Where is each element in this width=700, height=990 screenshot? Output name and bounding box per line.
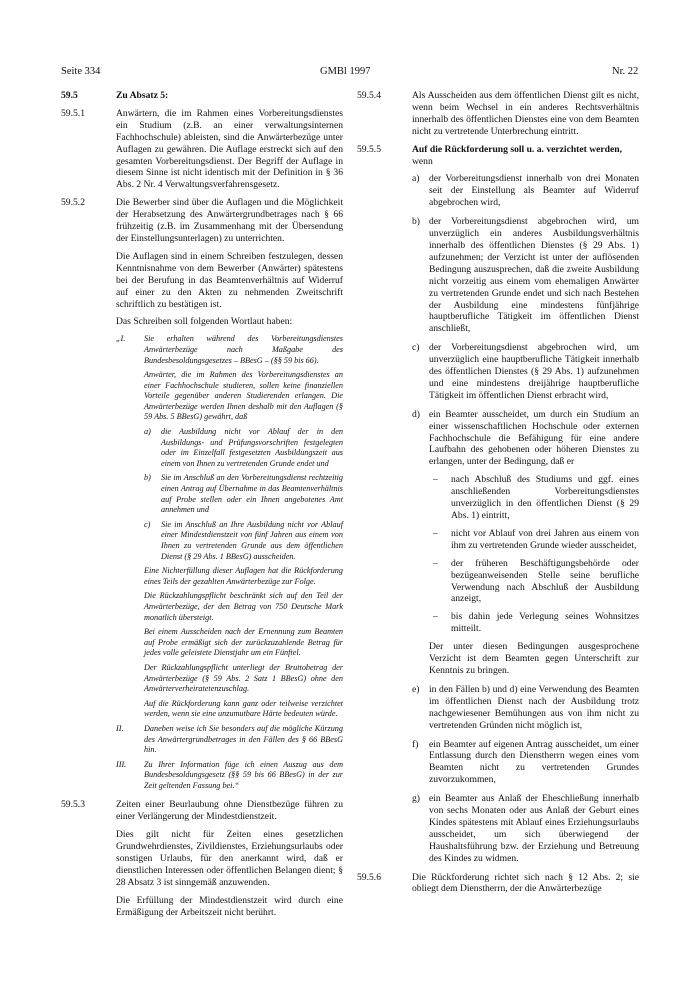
list-item [144,427,343,469]
item-text: nicht vor Ablauf von drei Jahren aus einem von ihm zu vertretenden Grunde wieder ausscheidet, [451,527,639,551]
template-item-iii [116,760,343,792]
paragraph: Als Ausscheiden aus dem öffentlichen Dienst gilt es nicht, wenn beim Wechsel in ein anderes Rechtsverhältnis innerhalb des öffentlichen Dienstes eine von dem Beamten nicht zu vertretende Unterbrechung eintritt. [412,90,639,137]
item-text: Zu Ihrer Information füge ich einen Auszug aus dem Bundesbesoldungsgesetz (§§ 59 bis 66 BBesG) in der zur Zeit geltenden Fassung bei.“ [144,759,343,790]
item-text: der früheren Beschäftigungsbehörde oder bezügeanweisenden Stelle seine berufliche Verwendung nach Abschluß der Ausbildung anzeigt, [451,557,639,605]
list-item [144,473,343,515]
item-label: e) [412,683,420,695]
template-item-ii [116,724,343,756]
paragraph: Zeiten einer Beurlaubung ohne Dienstbezüge führen zu einer Verlängerung der Mindestdienstzeit. [116,799,343,823]
section-number: 59.5.1 [61,107,85,119]
section-59-5-3 [61,799,343,918]
section-number: 59.5 [61,90,78,101]
section-59-5-5 [357,144,639,865]
dash-marker: – [433,557,438,569]
paragraph: Sie erhalten während des Vorbereitungsdienstes Anwärterbezüge nach Maßgabe des Bundesbesoldungsgesetzes – BBesG – (§§ 59 bis 66). [144,334,343,365]
page-number: Seite 334 [61,66,101,77]
list-item [144,520,343,562]
paragraph: Die Bewerber sind über die Auflagen und die Möglichkeit der Herabsetzung des Anwärtergrundbetrages nach § 66 frühzeitig (z.B. im Zusammenhang mit der Übersendung der Einstellungsunterlagen) zu unterrichten. [116,197,343,244]
item-text: der Vorbereitungsdienst abgebrochen wird, um unverzüglich ein anderes Ausbildungsverhältnis innerhalb des öffentlichen Dienstes (§ 29 Abs. 1) aufzunehmen; der Verzicht ist unter der auflösenden Bedingung auszusprechen, daß die zweite Ausbildung nicht vorzeitig aus einem vom ehemaligen Anwärter zu vertretenden Grunde endet und sich nach Bestehen der Ausbildung eine mindestens fünfjährige hauptberufliche Tätigkeit im öffentlichen Dienst anschließt, [429,216,639,335]
dash-marker: – [433,527,438,539]
dash-item [429,474,639,522]
item-text: ein Beamter auf eigenen Antrag ausscheidet, um einer Entlassung durch den Dienstherrn wegen eines vom Beamten nicht zu vertretenden Grundes zuvorzukommen, [429,738,639,786]
item-label: b) [144,473,151,483]
list-item-g [412,793,639,864]
item-text: ein Beamter ausscheidet, um durch ein Studium an einer wissenschaftlichen Hochschule oder externen Fachhochschule die Befähigung für eine andere Laufbahn des gehobenen oder höheren Dienstes zu erlangen, unter der Bedingung, daß er [429,408,639,468]
item-text: bis dahin jede Verlegung seines Wohnsitzes mitteilt. [451,611,639,635]
list-item-b [412,216,639,335]
paragraph: Die Auflagen sind in einem Schreiben festzulegen, dessen Kenntnisnahme von dem Bewerber (Anwärter) spätestens bei der Berufung in das Beamtenverhältnis auf Widerruf auf einer zu den Akten zu nehmenden Zweitschrift schriftlich zu bestätigen ist. [116,250,343,310]
section-intro [412,144,639,168]
issue-number: Nr. 22 [612,66,639,77]
paragraph: Die Erfüllung der Mindestdienstzeit wird durch eine Ermäßigung der Arbeitszeit nicht berührt. [116,894,343,918]
dash-marker: – [433,474,438,486]
item-text: ein Beamter aus Anlaß der Eheschließung innerhalb von sechs Monaten oder aus Anlaß der Geburt eines Kindes spätestens mit Ablauf eines Erziehungsurlaubs ausscheidet, um sich überwiegend der Haushaltsführung bzw. der Erziehung und Betreuung des Kindes zu widmen. [429,793,639,864]
paragraph: Auf die Rückforderung kann ganz oder teilweise verzichtet werden, wenn sie eine unzumutbare Härte bedeuten würde. [144,698,343,719]
section-number: 59.5.3 [61,799,85,811]
right-column [357,90,639,901]
letter-template [116,334,343,791]
section-59-5-2 [61,197,343,791]
section-title: Auf die Rückforderung soll u. a. verzichtet werden, [412,143,622,155]
item-label: II. [116,723,124,733]
section-number: 59.5.6 [357,871,381,883]
item-text: Daneben weise ich Sie besonders auf die mögliche Kürzung des Anwärtergrundbetrages in den Fällen des § 66 BBesG hin. [144,723,343,755]
paragraph: Bei einem Ausscheiden nach der Ernennung zum Beamten auf Probe ermäßigt sich der zurückzuzahlende Betrag für jedes volle geleistete Dienstjahr um ein Fünftel. [144,627,343,658]
journal-name: GMBl 1997 [320,66,371,77]
list-item-f [412,739,639,787]
template-item-i [116,334,343,720]
section-59-5-6 [357,872,639,896]
paragraph: Anwärtern, die im Rahmen eines Vorbereitungsdienstes ein Studium (z.B. an einer verwaltungsinternen Fachhochschule) ableisten, sind die Anwärterbezüge unter Auflagen zu gewähren. Die Auflage erstreckt sich auf den gesamten Vorbereitungsdienst. Der Begriff der Auflage in diesem Sinne ist nicht identisch mit der Definition in § 36 Abs. 2 Nr. 4 Verwaltungsverfahrensgesetz. [116,107,343,191]
section-number: 59.5.5 [357,143,381,155]
paragraph: Die Rückzahlungspflicht beschränkt sich auf den Teil der Anwärterbezüge, der den Betrag von 750 Deutsche Mark monatlich übersteigt. [144,591,343,622]
paragraph: Anwärter, die im Rahmen des Vorbereitungsdienstes an einer Fachhochschule studieren, sollen keine finanziellen Vorteile gegenüber anderen Studierenden erlangen. Die Anwärterbezüge werden Ihnen deshalb mit den Auflagen (§ 59 Abs. 5 BBesG) gewährt, daß [144,370,343,422]
item-text: Sie im Anschluß an den Vorbereitungsdienst rechtzeitig einen Antrag auf Übernahme in das Beamtenverhältnis auf Probe stellen oder ein Ihnen angebotenes Amt annehmen und [161,473,343,515]
item-label: c) [144,519,151,529]
item-label: a) [144,427,151,437]
list-item-c [412,342,639,402]
list-item-e [412,684,639,732]
item-label: d) [412,408,420,420]
dash-item [429,611,639,635]
dash-item [429,558,639,606]
paragraph: Der unter diesen Bedingungen ausgesprochene Verzicht ist dem Beamten gegen Unterschrift zur Kenntnis zu bringen. [429,641,639,676]
paragraph: Dies gilt nicht für Zeiten eines gesetzlichen Grundwehrdienstes, Zivildienstes, Erziehungsurlaubs oder sonstigen Urlaubs, für den anerkannt wird, daß er dienstlichen Interessen oder öffentlichen Belangen dient; § 28 Absatz 3 ist sinngemäß anzuwenden. [116,829,343,888]
section-59-5 [61,90,343,102]
item-label: c) [412,342,420,354]
paragraph: Der Rückzahlungspflicht unterliegt der Bruttobetrag der Anwärterbezüge (§ 59 Abs. 2 Satz 1 BBesG) ohne den Anwärterverheiratetenzuschlag. [144,662,343,694]
dash-marker: – [433,611,438,623]
section-59-5-4 [357,90,639,138]
paragraph: Das Schreiben soll folgenden Wortlaut haben: [116,316,293,328]
item-label: a) [412,173,420,185]
item-text: nach Abschluß des Studiums und ggf. eines anschließenden Vorbereitungsdienstes unverzüglich in den öffentlichen Dienst (§ 29 Abs. 1) eintritt, [451,474,639,521]
item-text: in den Fällen b) und d) eine Verwendung des Beamten im öffentlichen Dienst nach der Ausbildung trotz nachgewiesener Bemühungen aus von ihm nicht zu vertretenden Gründen nicht möglich ist, [429,683,639,731]
section-title: Zu Absatz 5: [116,90,169,101]
item-text: Sie im Anschluß an Ihre Ausbildung nicht vor Ablauf einer Mindestdienstzeit von fünf Jahren aus einem von Ihnen zu vertretenden Grunde aus dem öffentlichen Dienst (§ 29 Abs. 1 BBesG) ausscheiden. [161,519,343,561]
section-number: 59.5.4 [357,90,381,101]
item-text: der Vorbereitungsdienst innerhalb von drei Monaten seit der Einstellung als Beamter auf Widerruf abgebrochen wird, [429,173,639,209]
item-label: III. [116,759,127,769]
item-label: g) [412,793,420,805]
section-number: 59.5.2 [61,197,85,209]
item-text: der Vorbereitungsdienst abgebrochen wird, um unverzüglich eine hauptberufliche Tätigkeit innerhalb des öffentlichen Dienstes (§ 29 Abs. 1) aufzunehmen und eine mindestens dreijährige hauptberufliche Tätigkeit im öffentlichen Dienst erbracht wird, [429,342,639,401]
list-item-d [412,409,639,677]
left-column [61,90,343,925]
item-label: „I. [116,334,126,344]
section-59-5-1 [61,108,343,191]
item-text: die Ausbildung nicht vor Ablauf der in den Ausbildungs- und Prüfungsvorschriften festgelegten oder im Einzelfall festgesetzten Ausbildungszeit aus einem von Ihnen zu vertretenden Grunde endet und [161,427,343,468]
item-label: b) [412,216,420,228]
paragraph: Eine Nichterfüllung dieser Auflagen hat die Rückforderung eines Teils der gezahlten Anwärterbezüge zur Folge. [144,566,343,586]
item-label: f) [412,738,419,750]
paragraph: Die Rückforderung richtet sich nach § 12 Abs. 2; sie obliegt dem Dienstherrn, der die Anwärterbezüge [412,871,639,895]
list-item-a [412,173,639,209]
section-title-rest: wenn [412,155,433,167]
dash-item [429,528,639,552]
